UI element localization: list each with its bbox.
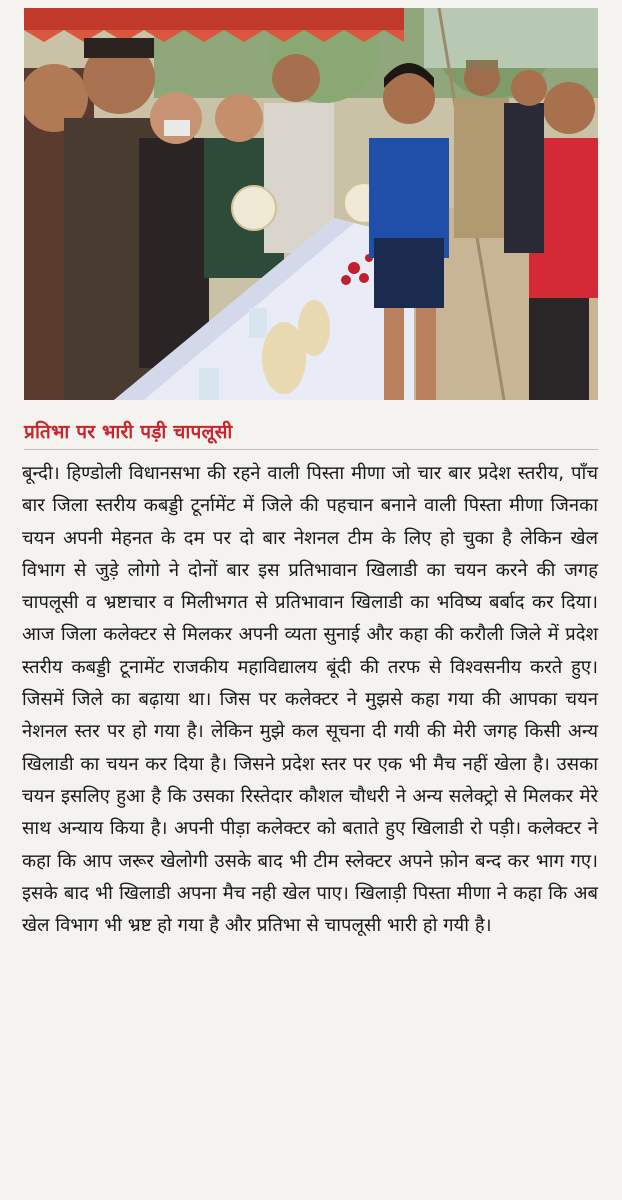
news-photo	[24, 8, 598, 400]
article-body: बून्दी। हिण्डोली विधानसभा की रहने वाली पिस्ता मीणा जो चार बार प्रदेश स्तरीय, पाँच बार जिला स्तरीय कबड्डी टूर्नामेंट में जिले की पहचान बनाने वाली पिस्ता मीणा जिनका चयन अपनी मेहनत के दम पर दो बार नेशनल टीम के लिए हो चुका है लेकिन खेल विभाग से जुड़े लोगो ने दोनों बार इस प्रतिभावान खिलाडी का चयन करने की जगह चापलूसी व भ्रष्टाचार व मिलीभगत से प्रतिभावान खिलाडी का भविष्य बर्बाद कर दिया। आज जिला कलेक्टर से मिलकर अपनी व्यता सुनाई और कहा की करौली जिले में प्रदेश स्तरीय कबड्डी टूनामेंट राजकीय महाविद्यालय बूंदी की तरफ से विश्वसनीय करते हुए। जिसमें जिले का बढ़ाया था। जिस पर कलेक्टर ने मुझसे कहा गया की आपका चयन नेशनल स्तर पर हो गया है। लेकिन मुझे कल सूचना दी गयी की मेरी जगह किसी अन्य खिलाडी का चयन कर दिया है। जिसने प्रदेश स्तर पर एक भी मैच नहीं खेला है। उसका चयन इसलिए हुआ है कि उसका रिस्तेदार कौशल चौधरी ने अन्य सलेक्ट्रो से मिलकर मेरे साथ अन्याय किया है। अपनी पीड़ा कलेक्टर को बताते हुए खिलाडी रो पड़ी। कलेक्टर ने कहा कि आप जरूर खेलोगी उसके बाद भी टीम स्लेक्टर अपने फ़ोन बन्द कर भाग गए। इसके बाद भी खिलाडी अपना मैच नही खेल पाए। खिलाड़ी पिस्ता मीणा ने कहा कि अब खेल विभाग भी भ्रष्ट हो गया है और प्रतिभा से चापलूसी भारी हो गयी है।	[22, 463, 598, 937]
headline-divider	[24, 449, 598, 450]
headline: प्रतिभा पर भारी पड़ी चापलूसी	[24, 421, 233, 443]
felicitation-scene-illustration	[24, 8, 598, 400]
